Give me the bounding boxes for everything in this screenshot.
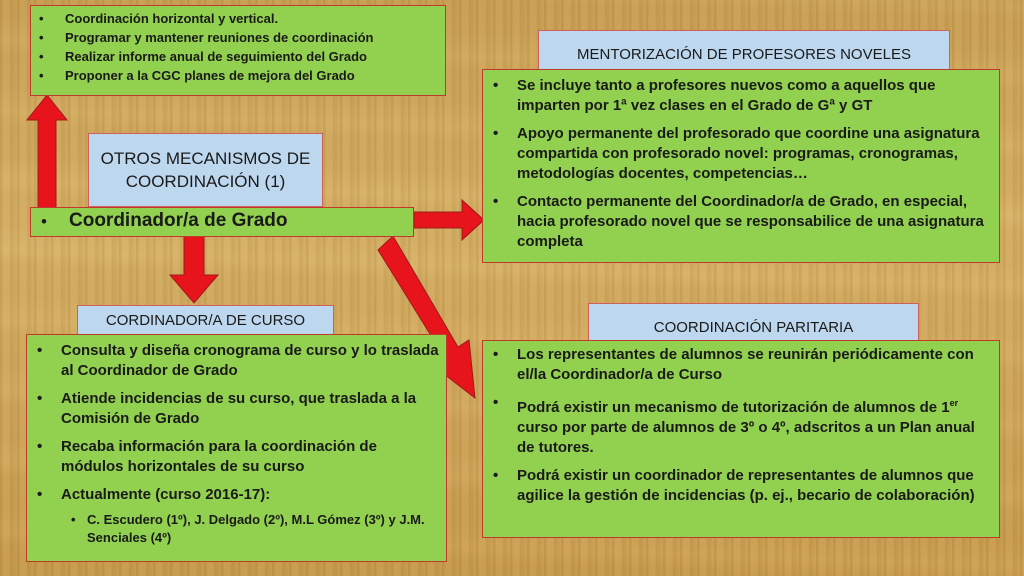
top-item-2: • Programar y mantener reuniones de coordinación [31, 28, 445, 47]
curso-subitem: • C. Escudero (1º), J. Delgado (2º), M.L Gómez (3º) y J.M. Senciales (4º) [61, 511, 440, 547]
curso-box [26, 334, 447, 562]
curso-item-4-text: Actualmente (curso 2016-17): [61, 486, 271, 503]
mentor-title: MENTORIZACIÓN DE PROFESORES NOVELES [577, 45, 911, 63]
curso-item-2: • Atiende incidencias de su curso, que traslada a la Comisión de Grado [27, 389, 440, 429]
paritaria-item-3: • Podrá existir un coordinador de representantes de alumnos que agilice la gestión de incidencias (p. ej., becario de colaboración) [483, 466, 991, 506]
curso-title-box [77, 305, 334, 335]
curso-item-4 [27, 485, 440, 547]
mentor-item-3: • Contacto permanente del Coordinador/a de Grado, en especial, hacia profesorado novel que se responsabilice de una asignatura completa [483, 192, 991, 252]
curso-item-3: • Recaba información para la coordinación de módulos horizontales de su curso [27, 437, 440, 477]
arrow-down-to-curso [170, 236, 218, 303]
paritaria-box [482, 340, 1000, 538]
top-item-4: • Proponer a la CGC planes de mejora del Grado [31, 66, 445, 85]
center-title: OTROS MECANISMOS DE COORDINACIÓN (1) [100, 149, 311, 191]
curso-title: CORDINADOR/A DE CURSO [105, 311, 306, 329]
paritaria-item-2-start: Podrá existir un mecanismo de tutorización de alumnos de 1 [517, 399, 950, 416]
center-title-box [88, 133, 323, 207]
paritaria-title-box [588, 303, 919, 343]
top-item-3: • Realizar informe anual de seguimiento del Grado [31, 47, 445, 66]
top-item-1: • Coordinación horizontal y vertical. [31, 9, 445, 28]
mentor-title-box [538, 30, 950, 70]
paritaria-item-2-sup: er [949, 398, 959, 408]
top-functions-box [30, 5, 446, 96]
mentor-item-1: • Se incluye tanto a profesores nuevos como a aquellos que imparten por 1ª vez clases en el Grado de Gª y GT [483, 76, 991, 116]
mentor-box [482, 69, 1000, 263]
coordinator-label: Coordinador/a de Grado [69, 210, 288, 231]
arrow-up-to-top-box [27, 95, 67, 210]
arrow-right-to-mentor [414, 200, 484, 240]
coordinator-bullet: • [41, 212, 47, 231]
paritaria-title: COORDINACIÓN PARITARIA [653, 318, 854, 336]
paritaria-item-2 [483, 393, 991, 458]
mentor-item-2: • Apoyo permanente del profesorado que coordine una asignatura compartida con profesorado novel: programas, cronogramas, metodologías docentes, competencias… [483, 124, 991, 184]
coordinator-bar [30, 207, 414, 237]
paritaria-item-2-rest: curso por parte de alumnos de 3º o 4º, adscritos a un Plan anual de tutores. [517, 419, 975, 456]
paritaria-item-1: • Los representantes de alumnos se reunirán periódicamente con el/la Coordinador/a de Curso [483, 345, 991, 385]
curso-item-1: • Consulta y diseña cronograma de curso y lo traslada al Coordinador de Grado [27, 341, 440, 381]
